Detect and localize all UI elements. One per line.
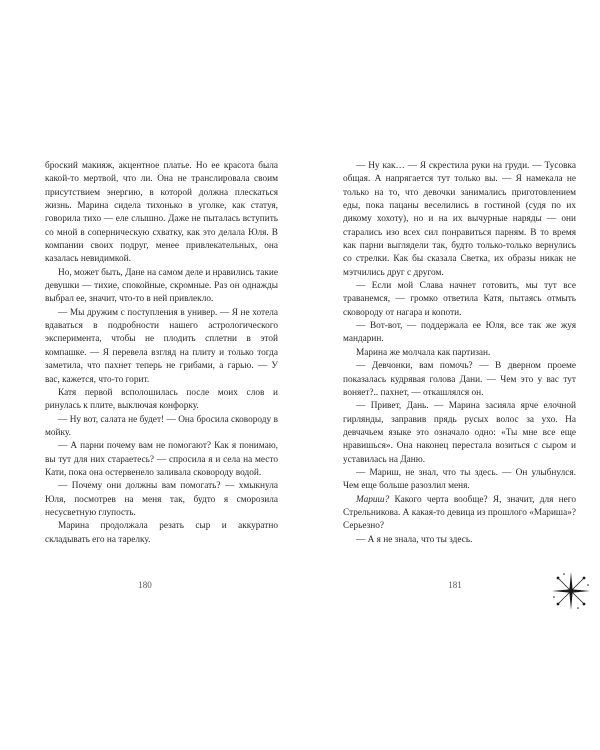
paragraph-text: Какого черта вообще? Я, значит, для него Стрельникова. А какая-то девица из прошлого «Мариша»? Серьезно? (343, 494, 576, 532)
paragraph: — Вот-вот, — поддержала ее Юля, все так же жуя мандарин. (343, 321, 576, 345)
paragraph: — Девчонки, вам помочь? — В дверном проеме показалась кудрявая голова Дани. — Чем это у вас тут воняет?.. пахнет, — откашлялся он. (343, 361, 576, 398)
paragraph: — Ну вот, салата не будет! — Она бросила сковороду в мойку. (45, 414, 278, 438)
right-page (300, 0, 600, 750)
paragraph: Марина продолжала резать сыр и аккуратно складывать его на тарелку. (45, 521, 278, 545)
paragraph: — Если мой Слава начнет готовить, мы тут все траванемся, — громко ответила Катя, пытаясь отмыть сковороду от нагара и копоти. (343, 281, 576, 318)
paragraph: броский макияж, акцентное платье. Но ее красота была какой-то мертвой, что ли. Она не транслировала своим присутствием энергию, в которой должна плескаться жизнь. Марина сидела тихонько в уголке, как статуя, говорила тихо — еле слышно. Даже не пыталась вступить со мной в соперническую схватку, как это делала Юля. В компании своих подруг, менее привлекательных, она казалась невидимкой. (45, 161, 278, 265)
left-page-text (45, 160, 278, 547)
paragraph: — Почему они должны вам помогать? — хмыкнула Юля, посмотрев на меня так, будто я сморозила несусветную глупость. (45, 481, 278, 518)
paragraph: Катя первой всполошилась после моих слов и ринулась к плите, выключая конфорку. (45, 387, 278, 412)
italic-phrase: Мариш? (356, 494, 390, 505)
paragraph: — Мы дружим с поступления в универ. — Я не хотела вдаваться в подробности нашего астрологического эксперимента, чтобы не плодить сплетни в этой компашке. — Я перевела взгляд на плиту и только тогда заметила, что пахнет теперь не грибами, а гарью. — У вас, кажется, что-то горит. (45, 307, 278, 385)
paragraph: — Мариш, не знал, что ты здесь. — Он улыбнулся. Чем еще больше разозлил меня. (343, 467, 576, 492)
paragraph: — А парни почему вам не помогают? Как я понимаю, вы тут для них стараетесь? — спросила я и села на место Кати, пока она остервенело заливала сковороду водой. (45, 441, 278, 478)
paragraph: Марина же молчала как партизан. (356, 347, 491, 358)
right-page-text (343, 160, 576, 547)
page-number: 180 (138, 580, 152, 590)
paragraph: — А я не знала, что ты здесь. (356, 534, 473, 545)
paragraph (343, 494, 576, 534)
page-number: 181 (448, 580, 462, 590)
paragraph: Но, может быть, Дане на самом деле и нравились такие девушки — тихие, спокойные, скромные. Раз он однажды выбрал ее, значит, что-то в ней привлекло. (45, 267, 278, 305)
paragraph: — Привет, Дань. — Марина засияла ярче елочной гирлянды, заправив прядь русых волос за ухо. На девчачьем языке это означало одно: «Ты мне все еще нравишься». Она наконец перестала возиться с сыром и уставилась на Даню. (343, 401, 576, 465)
paragraph: — Ну как… — Я скрестила руки на груди. — Тусовка общая. А напрягается тут только вы. — Я намекала не только на то, что девочки занимались приготовлением еды, пока пацаны веселились в гостиной (судя по их дикому хохоту), но и на их вычурные наряды — они старались изо всех сил понравиться парням. В то время как парни выглядели так, будто только-только вернулись со стрелки. Как бы сказала Светка, их образы никак не мэтчились друг с другом. (343, 161, 576, 278)
star-burst-ornament-icon (550, 570, 592, 612)
